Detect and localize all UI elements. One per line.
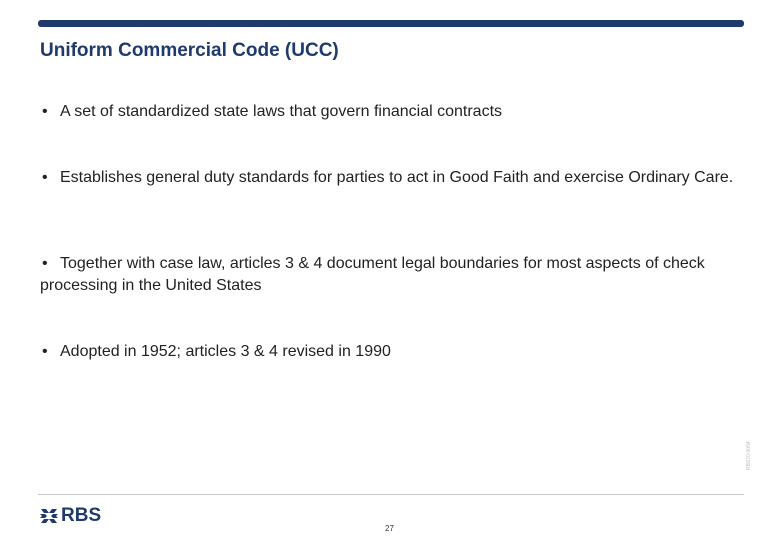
bullet-marker: • xyxy=(42,103,48,120)
bullet-text: A set of standardized state laws that govern financial contracts xyxy=(60,103,503,120)
bullet-text: Adopted in 1952; articles 3 & 4 revised in 1990 xyxy=(60,343,391,360)
footer-rule xyxy=(38,494,744,495)
bullet-marker: • xyxy=(42,255,48,272)
slide-title: Uniform Commercial Code (UCC) xyxy=(40,40,339,61)
logo-wordmark: RBS xyxy=(61,505,102,526)
bullet-item xyxy=(40,341,750,363)
rbs-daisy-wheel-icon xyxy=(40,508,58,524)
header-rule xyxy=(38,20,744,27)
bullet-marker: • xyxy=(42,169,48,186)
bullet-text: Establishes general duty standards for parties to act in Good Faith and exercise Ordinary Care. xyxy=(60,169,734,186)
bullet-item xyxy=(40,167,750,189)
bullet-item xyxy=(40,253,750,297)
bullet-text: Together with case law, articles 3 & 4 document legal boundaries for most aspects of check processing in the United States xyxy=(40,255,705,294)
rbs-logo xyxy=(40,506,101,526)
bullet-item xyxy=(40,101,750,123)
bullet-marker: • xyxy=(42,343,48,360)
document-reference-code: RBS70-0054 xyxy=(746,441,752,470)
page-number: 27 xyxy=(385,524,394,533)
